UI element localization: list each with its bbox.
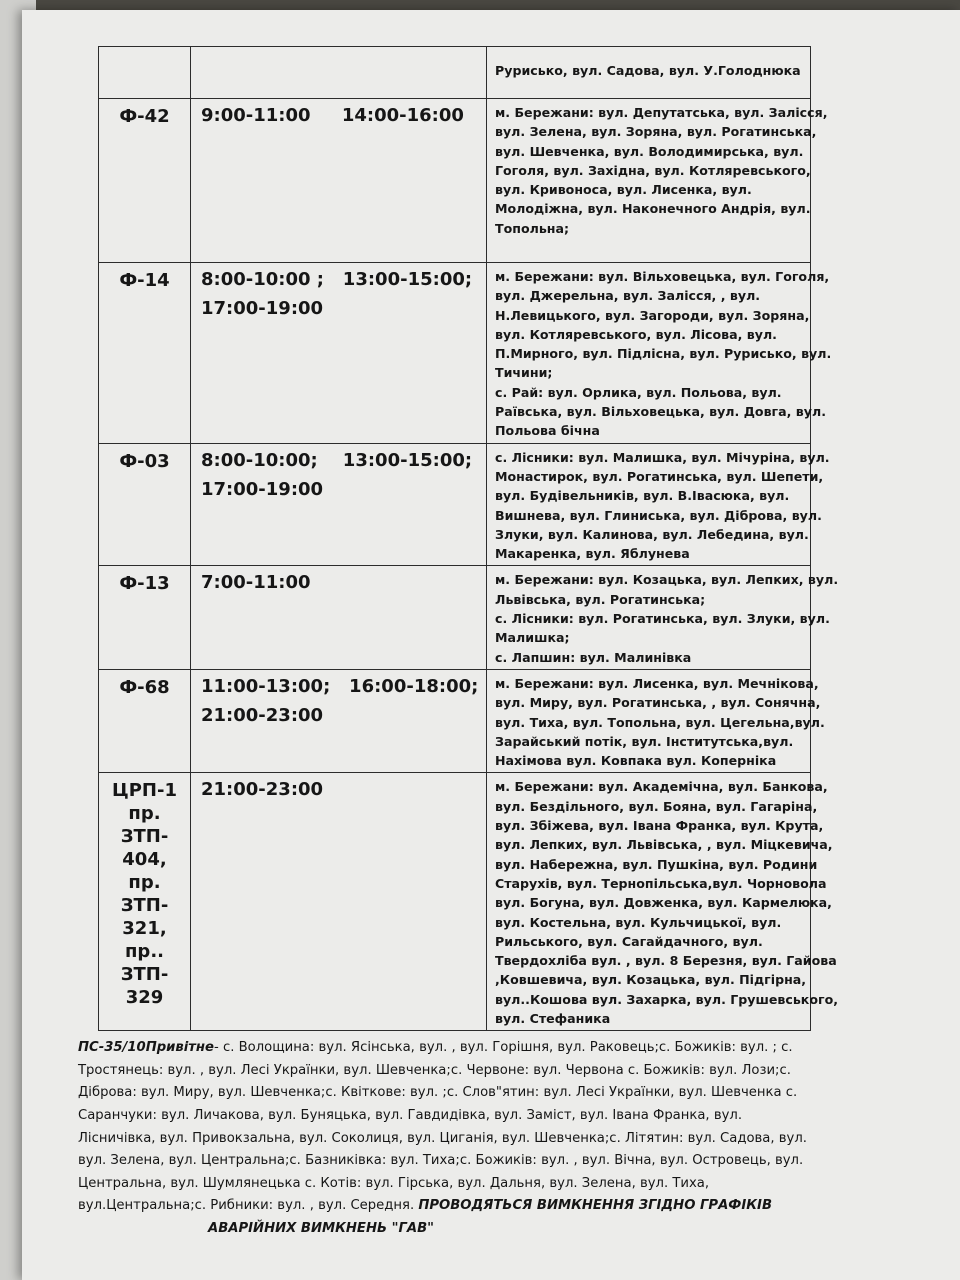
feeder-id: Ф-14 — [119, 270, 170, 291]
time-cell — [191, 566, 487, 669]
feeder-cell — [99, 443, 191, 566]
notice-paper — [22, 10, 960, 1280]
document-sheet — [78, 46, 868, 1276]
streets-cell — [487, 99, 828, 263]
table-row — [99, 566, 811, 669]
time-cell — [191, 47, 487, 99]
streets-list: м. Бережани: вул. Депутатська, вул. Залісся, вул. Зелена, вул. Зоряна, вул. Рогатинська, вул. Шевченка, вул. Володимирська, вул. Гоголя, вул. Західна, вул. Котляревського, вул. Кривоноса, вул. Лисенка, вул. Молодіжна, вул. Наконечного Андрія, вул. Топольна; — [495, 105, 828, 236]
feeder-id: Ф-13 — [119, 573, 170, 595]
feeder-cell — [99, 773, 191, 1031]
table-row — [99, 669, 811, 772]
streets-cell — [487, 566, 839, 669]
outage-times: 11:00-13:00; 16:00-18:00; 21:00-23:00 — [201, 675, 479, 726]
feeder-cell — [99, 47, 191, 99]
streets-cell — [487, 773, 839, 1031]
time-cell — [191, 99, 487, 263]
notice-text-cont: АВАРІЙНИХ ВИМКНЕНЬ "ГАВ" — [208, 1221, 435, 1237]
table-row — [99, 47, 811, 99]
outage-times: 8:00-10:00; 13:00-15:00; 17:00-19:00 — [201, 449, 473, 500]
streets-cell — [487, 669, 825, 772]
feeder-id: Ф-68 — [119, 676, 170, 698]
outage-times: 7:00-11:00 — [201, 572, 311, 594]
feeder-id: ЦРП-1 пр. ЗТП- 404, пр. ЗТП- 321, пр.. ЗТП- 329 — [112, 780, 177, 1009]
time-cell — [191, 443, 487, 566]
streets-list: м. Бережани: вул. Вільховецька, вул. Гоголя, вул. Джерельна, вул. Залісся, , вул. Н.Левицького, вул. Загороди, вул. Зоряна, вул. Котляревського, вул. Лісова, вул. П.Мирного, вул. Підлісна, вул. Рурисько, вул. Тичини; с. Рай: вул. Орлика, вул. Польова, вул. Раївська, вул. Вільховецька, вул. Довга, вул. Польова бічна — [495, 269, 832, 439]
time-cell — [191, 669, 487, 772]
streets-cell — [487, 263, 832, 444]
outage-times: 8:00-10:00 ; 13:00-15:00; 17:00-19:00 — [201, 269, 473, 319]
feeder-id: Ф-03 — [119, 450, 170, 472]
streets-list: м. Бережани: вул. Козацька, вул. Лепких, вул. Львівська, вул. Рогатинська; с. Лісники: вул. Рогатинська, вул. Злуки, вул. Малишка; с. Лапшин: вул. Малинівка — [495, 572, 839, 665]
table-row — [99, 99, 811, 263]
feeder-cell — [99, 566, 191, 669]
streets-cell — [487, 443, 830, 566]
table-row — [99, 263, 811, 444]
time-cell — [191, 263, 487, 444]
streets-list: с. Лісники: вул. Малишка, вул. Мічуріна, вул. Монастирок, вул. Рогатинська, вул. Шепети, вул. Будівельників, вул. В.Івасюка, вул. Вишнева, вул. Глиниська, вул. Діброва, вул. Злуки, вул. Калинова, вул. Лебедина, вул. Макаренка, вул. Яблунева — [495, 449, 830, 562]
footer-paragraph: ПС-35/10Привітне- с. Волощина: вул. Ясінська, вул. , вул. Горішня, вул. Раковець;с. Божиків: вул. ; с. Тростянець: вул. , вул. Лесі Українки, вул. Шевченка;с. Червоне: вул. Червона с. Божиків: вул. Лози;с. Діброва: вул. Миру, вул. Шевченка;с. Квіткове: вул. ;с. Слов"ятин: вул. Лесі Українки, вул. Шевченка с. Саранчуки: вул. Личакова, вул. Буняцька, вул. Гавдидівка, вул. Заміст, вул. Івана Франка, вул. Лісничівка, вул. Привокзальна, вул. Соколиця, вул. Циганія, вул. Шевченка;с. Літятин: вул. Садова, вул. вул. Зелена, вул. Центральна;с. Базниківка: вул. Тиха;с. Божиків: вул. , вул. Вічна, вул. Островець, вул. Центральна, вул. Шумлянецька с. Котів: вул. Гірська, вул. Дальня, вул. Зелена, вул. Тиха, вул.Центральна;с. Рибники: вул. , вул. Середня. ПРОВОДЯТЬСЯ ВИМКНЕННЯ ЗГІДНО ГРАФІКІВ АВАРІЙНИХ ВИМКНЕНЬ "ГАВ" — [78, 1040, 807, 1237]
time-cell — [191, 773, 487, 1031]
feeder-cell — [99, 99, 191, 263]
streets-list: м. Бережани: вул. Лисенка, вул. Мечнікова, вул. Миру, вул. Рогатинська, , вул. Сонячна, вул. Тиха, вул. Топольна, вул. Цегельна,вул. Зарайський потік, вул. Інститутська,вул. Нахімова вул. Ковпака вул. Коперніка — [495, 675, 825, 769]
streets-cell — [487, 47, 811, 99]
outage-times: 9:00-11:00 14:00-16:00 — [201, 105, 464, 126]
table-row — [99, 443, 811, 566]
feeder-cell — [99, 669, 191, 772]
feeder-id: Ф-42 — [119, 106, 170, 127]
streets-list: Рурисько, вул. Садова, вул. У.Голоднюка — [495, 63, 801, 78]
feeder-cell — [99, 263, 191, 444]
streets-list: м. Бережани: вул. Академічна, вул. Банкова, вул. Бездільного, вул. Бояна, вул. Гагаріна, вул. Збіжева, вул. Івана Франка, вул. Крута, вул. Лепких, вул. Львівська, , вул. Міцкевича, вул. Набережна, вул. Пушкіна, вул. Родини Старухів, вул. Тернопільська,вул. Чорновола вул. Богуна, вул. Довженка, вул. Кармелюка, вул. Костельна, вул. Кульчицької, вул. Рильського, вул. Сагайдачного, вул. Твердохліба вул. , вул. 8 Березня, вул. Гайова ,Ковшевича, вул. Козацька, вул. Підгірна, вул..Кошова вул. Захарка, вул. Грушевського, вул. Стефаника — [495, 779, 839, 1026]
table-row — [99, 773, 811, 1031]
outage-schedule-table — [98, 46, 839, 1031]
station-name: ПС-35/10Привітне — [78, 1040, 214, 1056]
notice-text: ПРОВОДЯТЬСЯ ВИМКНЕННЯ ЗГІДНО ГРАФІКІВ — [418, 1198, 773, 1214]
outage-times: 21:00-23:00 — [201, 779, 324, 801]
